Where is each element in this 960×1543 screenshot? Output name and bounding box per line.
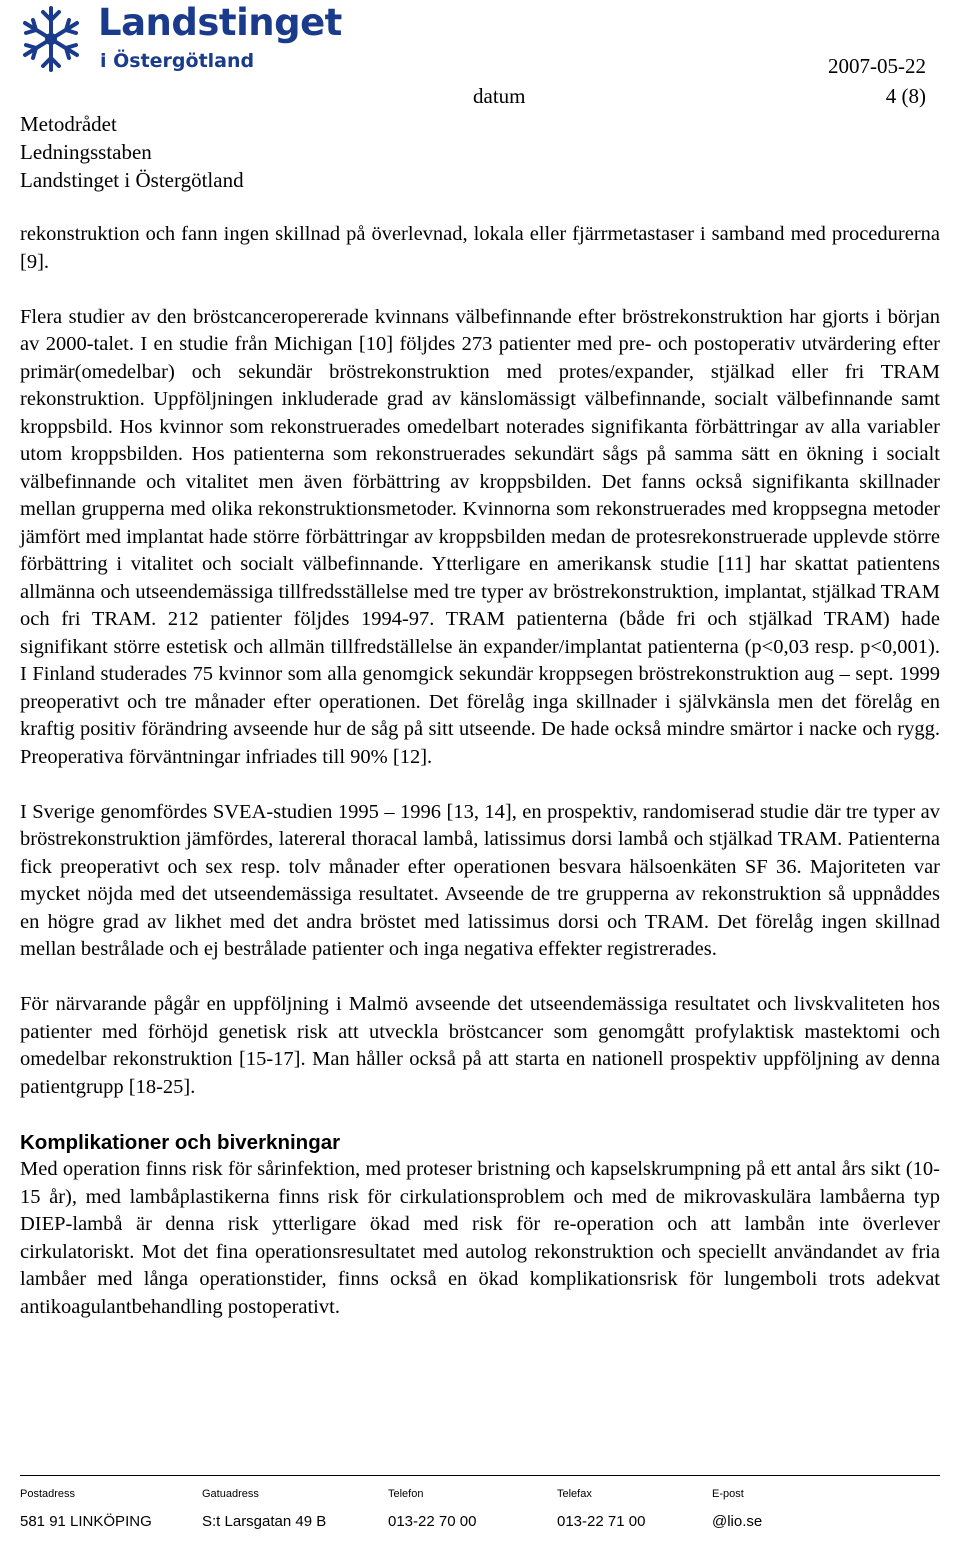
body-paragraph: I Sverige genomfördes SVEA-studien 1995 – 1996 [13, 14], en prospektiv, randomiserad studie där tre typer av bröstrekonstruktion jämfördes, latereral thoracal lambå, latissimus dorsi lambå och stjälkad TRAM. Patienterna fick preoperativt och sex resp. tolv månader efter operationen besvara hälsoenkäten SF 36. Majoriteten var mycket nöjda med det utseendemässiga resultatet. Avseende de tre grupperna av rekonstruktion så uppnåddes en högre grad av likhet med det andra bröstet med latissimus dorsi och TRAM. Det förelåg ingen skillnad mellan bestrålade och ej bestrålade patienter och inga negativa effekter registrerades.: [20, 800, 940, 960]
footer-label: Telefon: [388, 1488, 424, 1500]
organization-logo: [20, 1, 342, 82]
footer-value: S:t Larsgatan 49 B: [202, 1513, 327, 1530]
snowflake-emblem-icon: [20, 2, 82, 76]
body-paragraph: För närvarande pågår en uppföljning i Malmö avseende det utseendemässiga resultatet och livskvaliteten hos patienter med förhöjd genetisk risk att utveckla bröstcancer som genomgått profylaktisk mastektomi och omedelbar rekonstruktion [15-17]. Man håller också på att starta en nationell prospektiv uppföljning av denna patientgrupp [18-25].: [20, 993, 940, 1098]
org-line: Ledningsstaben: [20, 140, 152, 164]
footer-street-address: [202, 1487, 326, 1531]
org-line: Landstinget i Östergötland: [20, 168, 244, 192]
footer-divider: [20, 1475, 940, 1476]
section-heading: Komplikationer och biverkningar: [20, 1130, 341, 1154]
footer-postal-address: [20, 1487, 152, 1531]
footer-phone: [388, 1487, 476, 1531]
footer-email: [712, 1487, 762, 1531]
footer-label: Telefax: [557, 1488, 592, 1500]
footer-value: 013-22 70 00: [388, 1513, 477, 1530]
footer-fax: [557, 1487, 645, 1531]
footer-label: E-post: [712, 1488, 744, 1500]
footer-value: 581 91 LINKÖPING: [20, 1513, 152, 1530]
logo-title: Landstinget: [98, 1, 342, 44]
organization-block: [20, 110, 244, 194]
body-paragraph: Flera studier av den bröstcanceropererade kvinnans välbefinnande efter bröstrekonstruktion har gjorts i början av 2000-talet. I en studie från Michigan [10] följdes 273 patienter med pre- och postoperativ utvärdering efter primär(omedelbar) och sekundär bröstrekonstruktion med protes/expander, stjälkad eller fri TRAM rekonstruktion. Uppföljningen inkluderade grad av känslomässigt välbefinnande, socialt välbefinnande samt kroppsbild. Hos kvinnor som rekonstruerades omedelbart noterades signifikanta förbättringar av alla variabler utom kroppsbilden. Hos patienterna som rekonstruerades sekundärt sågs på samma sätt en ökning i socialt välbefinnande och vitalitet men även förbättring av kroppsbilden. Det fanns också signifikanta skillnader mellan grupperna med olika rekonstruktionsmetoder. Kvinnorna som rekonstruerades med kroppsegna metoder jämfört med implantat hade större förbättringar av kroppsbilden medan de protesrekonstruerade upplevde större förbättring i vitalitet och socialt välbefinnande. Ytterligare en amerikansk studie [11] har skattat patientens allmänna och utseendemässiga tillfredsställelse med tre typer av bröstrekonstruktion, implantat, stjälkad TRAM och fri TRAM. 212 patienter följdes 1994-97. TRAM patienterna (både fri och stjälkad TRAM) hade signifikant större estetisk och allmän tillfredställelse än expander/implantat patienterna (p<0,03 resp. p<0,001). I Finland studerades 75 kvinnor som alla genomgick sekundär kroppsegen bröstrekonstruktion aug – sept. 1999 preoperativt och tre månader efter operationen. Det förelåg inga skillnader i självkänsla men det förelåg en kraftig positiv förändring avseende hur de såg på sitt utseende. De hade också mindre smärtor i nacke och rygg. Preoperativa förväntningar infriades till 90% [12].: [20, 305, 940, 768]
datum-label: datum: [473, 84, 526, 108]
document-body: [20, 221, 940, 1321]
footer-label: Postadress: [20, 1488, 76, 1500]
footer-value[interactable]: @lio.se: [712, 1513, 763, 1530]
document-date: 2007-05-22: [828, 54, 926, 78]
footer-value: 013-22 71 00: [557, 1513, 646, 1530]
body-paragraph: rekonstruktion och fann ingen skillnad på överlevnad, lokala eller fjärrmetastaser i samband med procedurerna [9].: [20, 223, 940, 273]
page-number: 4 (8): [885, 84, 926, 108]
footer-label: Gatuadress: [202, 1488, 259, 1500]
section-paragraph: Med operation finns risk för sårinfektion, med proteser bristning och kapselskrumpning på ett antal års sikt (10-15 år), med lambåplastikerna finns risk för cirkulationsproblem och med de mikrovaskulära lambåerna typ DIEP-lambå är denna risk ytterligare ökad med risk för re-operation och att lambån inte överlever cirkulatoriskt. Mot det fina operationsresultatet med autolog rekonstruktion och speciellt användandet av fria lambåer med långa operationstider, finns också en ökad komplikationsrisk för lungemboli trots adekvat antikoagulantbehandling postoperativt.: [20, 1158, 940, 1318]
org-line: Metodrådet: [20, 112, 117, 136]
logo-subtitle: i Östergötland: [100, 50, 255, 72]
